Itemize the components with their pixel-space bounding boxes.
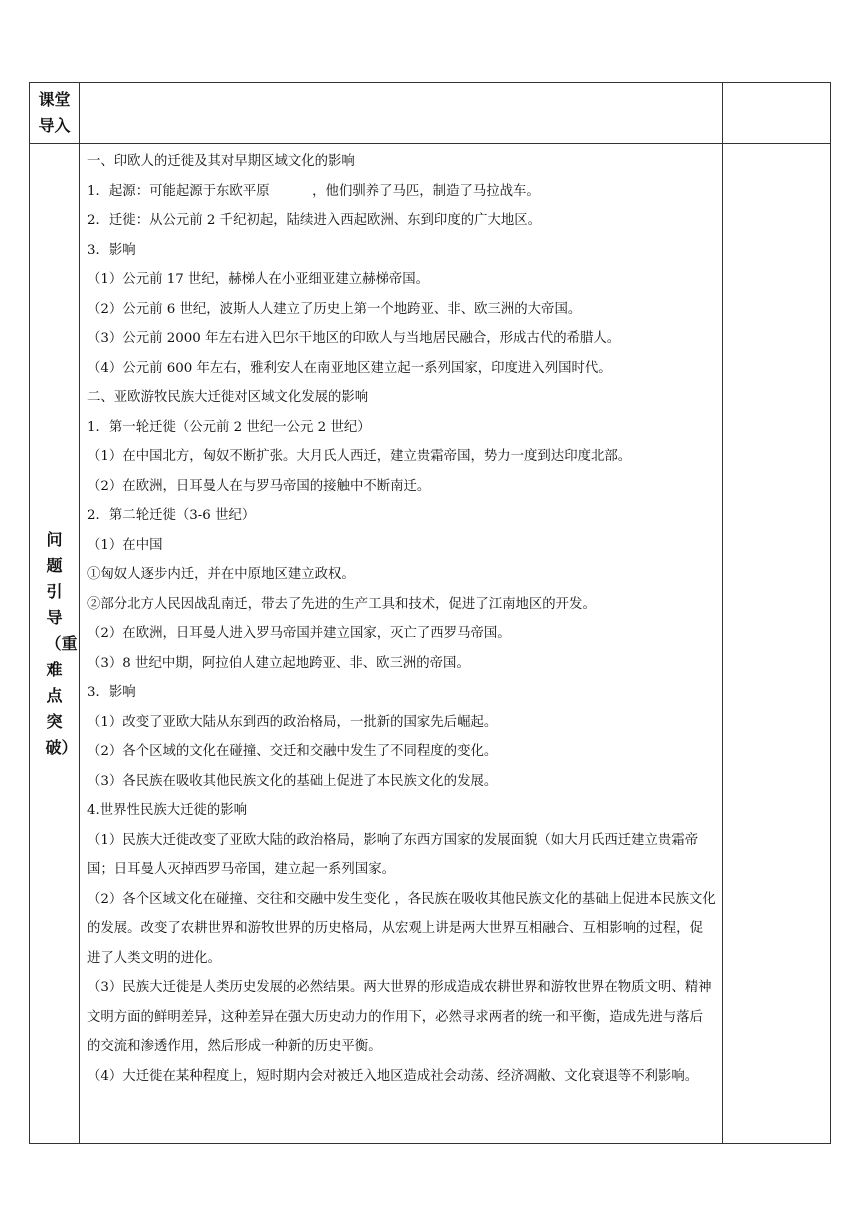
content-line: 1．第一轮迁徙（公元前 2 世纪一公元 2 世纪） — [87, 419, 371, 435]
intro-content-cell — [80, 83, 723, 144]
lesson-plan-table — [29, 82, 831, 1144]
main-label: 问题引导（重难点突破） — [45, 529, 78, 757]
intro-label: 课堂导入 — [38, 90, 71, 135]
content-line: （2）在欧洲，日耳曼人进入罗马帝国并建立国家，灭亡了西罗马帝国。 — [87, 626, 511, 641]
content-line: （3）各民族在吸收其他民族文化的基础上促进了本民族文化的发展。 — [87, 773, 498, 789]
content-line: 2．迁徙：从公元前 2 千纪初起，陆续进入西起欧洲、东到印度的广大地区。 — [87, 213, 542, 228]
content-line: （3）公元前 2000 年左右进入巴尔干地区的印欧人与当地居民融合，形成古代的希腊人。 — [87, 331, 621, 346]
content-line: （2）各个区域的文化在碰撞、交迁和交融中发生了不同程度的变化。 — [87, 744, 498, 759]
content-line: 3．影响 — [87, 685, 136, 700]
main-notes-cell — [723, 144, 831, 1144]
content-line: ①匈奴人逐步内迁，并在中原地区建立政权。 — [87, 567, 355, 582]
content-line: ②部分北方人民因战乱南迁，带去了先进的生产工具和技术，促进了江南地区的开发。 — [87, 596, 596, 612]
main-content-cell — [80, 144, 723, 1144]
content-line: （1）在中国 — [87, 537, 163, 553]
content-line: （1）改变了亚欧大陆从东到西的政治格局，一批新的国家先后崛起。 — [87, 714, 498, 730]
content-line: 2．第二轮迁徙（3-6 世纪） — [87, 508, 256, 523]
content-line: 一、印欧人的迁徙及其对早期区域文化的影响 — [87, 154, 355, 169]
main-row — [30, 144, 831, 1144]
content-line: （2）在欧洲，日耳曼人在与罗马帝国的接触中不断南迁。 — [87, 478, 431, 494]
content-line: 1．起源：可能起源于东欧平原 ，他们驯养了马匹，制造了马拉战车。 — [87, 183, 540, 199]
content-line: （4）公元前 600 年左右，雅利安人在南亚地区建立起一系列国家，印度进入列国时代。 — [87, 360, 612, 376]
content-line: （2）各个区域文化在碰撞、交往和交融中发生变化 ，各民族在吸收其他民族文化的基础上促进本民族文化的发展。改变了农耕世界和游牧世界的历史格局，从宏观上讲是两大世界互相融合、互相影响的过程，促进了人类文明的进化。 — [87, 891, 716, 966]
content-line: （1）在中国北方，匈奴不断扩张。大月氏人西迁，建立贵霜帝国，势力一度到达印度北部。 — [87, 449, 632, 464]
content-line: （1）公元前 17 世纪，赫梯人在小亚细亚建立赫梯帝国。 — [87, 272, 430, 287]
content-line: （3）民族大迁徙是人类历史发展的必然结果。两大世界的形成造成农耕世界和游牧世界在物质文明、精神文明方面的鲜明差异，这种差异在强大历史动力的作用下，必然寻求两者的统一和平衡，造成先进与落后的交流和渗透作用，然后形成一种新的历史平衡。 — [87, 980, 712, 1054]
intro-notes-cell — [723, 83, 831, 144]
content-line: （2）公元前 6 世纪，波斯人人建立了历史上第一个地跨亚、非、欧三洲的大帝国。 — [87, 301, 582, 317]
content-line: 二、亚欧游牧民族大迁徙对区域文化发展的影响 — [87, 390, 369, 405]
content-line: 4.世界性民族大迁徙的影响 — [87, 803, 248, 818]
content-line: （4）大迁徙在某种程度上，短时期内会对被迁入地区造成社会动荡、经济凋敝、文化衰退等不利影响。 — [87, 1068, 699, 1084]
content-line: （1）民族大迁徙改变了亚欧大陆的政治格局，影响了东西方国家的发展面貌（如大月氏西迁建立贵霜帝国；日耳曼人灭掉西罗马帝国，建立起一系列国家。 — [87, 832, 699, 877]
main-label-cell — [30, 144, 80, 1144]
content-line: 3．影响 — [87, 242, 136, 258]
intro-label-cell — [30, 83, 80, 144]
content-line: （3）8 世纪中期，阿拉伯人建立起地跨亚、非、欧三洲的帝国。 — [87, 655, 470, 671]
intro-row — [30, 83, 831, 144]
